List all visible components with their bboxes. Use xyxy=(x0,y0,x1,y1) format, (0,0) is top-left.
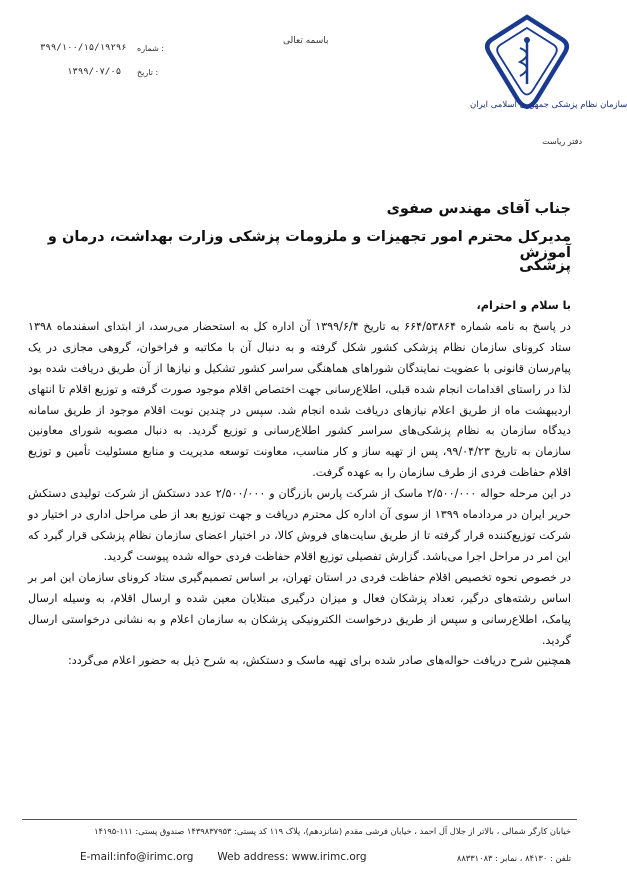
footer-address: خیابان کارگر شمالی ، بالاتر از جلال آل احمد ، خیابان فرشی مقدم (شانزدهم)، پلاک ۱۱۹ کد پستی: ۱۴۳۹۸۳۷۹۵۳ صندوق پستی: ۱۱۱-۱۴۱۹۵ xyxy=(94,826,571,836)
addressee-title-line2: پزشکی xyxy=(519,258,571,274)
paragraph-2: در این مرحله حواله ۲/۵۰۰/۰۰۰ ماسک از شرکت پارس بازرگان و ۲/۵۰۰/۰۰۰ عدد دستکش از شرکت تولیدی دستکش حریر ایران در مردادماه ۱۳۹۹ از سوی آن اداره کل محترم دریافت و جهت توزیع بعد از طی مراحل اداری در اختیار دو شرکت توزیع‌کننده قرار گرفته تا از طریق سایت‌های فروش کالا، در اختیار اعضای سازمان نظام پزشکی قرار گیرد که این امر در مراحل اجرا می‌باشد. گزارش تفصیلی توزیع اقلام حفاظت فردی حواله شده پیوست گردید. xyxy=(28,487,571,563)
letter-date: ۱۳۹۹/۰۷/۰۵ xyxy=(67,67,122,77)
letter-number-label: شماره : xyxy=(137,44,165,53)
paragraph-4: همچنین شرح دریافت حواله‌های صادر شده برای تهیه ماسک و دستکش، به شرح ذیل به حضور اعلام می‌گردد: xyxy=(67,654,571,668)
letter-number: ۳۹۹/۱۰۰/۱۵/۱۹۲۹۶ xyxy=(40,43,127,53)
greeting: با سلام و احترام، xyxy=(476,299,571,312)
footer-phone: تلفن : ۸۴۱۳۰ ، نمابر : ۸۸۳۳۱۰۸۳ xyxy=(456,853,571,863)
footer-divider xyxy=(22,819,577,820)
footer-contact-latin xyxy=(80,851,367,863)
paragraph-3: در خصوص نحوه تخصیص اقلام حفاظت فردی در استان تهران، بر اساس تصمیم‌گیری ستاد کرونای سازمان این امر بر اساس رشته‌های درگیر، تعداد پزشکان فعال و میزان درگیری مبتلایان معین شده و ارسال اقلام، به وسیله ارسال پیامک، اطلاع‌رسانی و سپس از طریق درخواست الکترونیکی پزشکان به سازمان اعلام و به نشانی درخواستی ارسال گردید. xyxy=(28,570,571,647)
addressee-title-line1: مدیرکل محترم امور تجهیزات و ملزومات پزشکی وزارت بهداشت، درمان و آموزش xyxy=(47,229,571,261)
bismillah-text: باسمه تعالی xyxy=(283,36,329,46)
paragraph-1: در پاسخ به نامه شماره ۶۶۴/۵۳۸۶۴ به تاریخ ۱۳۹۹/۶/۴ آن اداره کل به استحضار می‌رسد، از ابتدای اسفندماه ۱۳۹۸ ستاد کرونای سازمان نظام پزشکی کشور شکل گرفته و به دنبال آن با مکاتبه و فراخوان، گروهی مجازی در یک پیام‌رسان قانونی با عضویت نمایندگان شوراهای هماهنگی سراسر کشور تشکیل و نیازها از آن طریق دریافت شده بود لذا در راستای اقدامات انجام شده قبلی، اطلاع‌رسانی جهت اختصاص اقلام موجود صورت گرفته و توزیع اقلام تا انتهای اردیبهشت ماه از طریق اعلام نیازهای دریافت شده انجام شد. سپس در چندین نوبت اقلام موجود از طریق سامانه دیدگاه سازمان به نظام پزشکی‌های سراسر کشور اطلاع‌رسانی و توزیع گردید. به دنبال مصوبه شورای معاونین سازمان به تاریخ ۹۹/۰۴/۲۳، پس از تهیه ساز و کار مناسب، معاونت توسعه مدیریت و منابع مسئولیت تأمین و توزیع اقلام حفاظت فردی از طرف سازمان را به عهده گرفت. xyxy=(28,319,572,480)
letter-date-label: تاریخ : xyxy=(137,68,159,77)
org-name: سازمان نظام پزشکی جمهوری اسلامی ایران xyxy=(470,100,627,110)
office-name: دفتر ریاست xyxy=(542,137,582,146)
org-logo-icon xyxy=(470,12,627,152)
footer-email: E-mail:info@irimc.org xyxy=(80,851,194,863)
addressee-name: جناب آقای مهندس صفوی xyxy=(386,201,571,217)
letter-body xyxy=(28,296,571,672)
footer-web: Web address: www.irimc.org xyxy=(217,851,367,863)
